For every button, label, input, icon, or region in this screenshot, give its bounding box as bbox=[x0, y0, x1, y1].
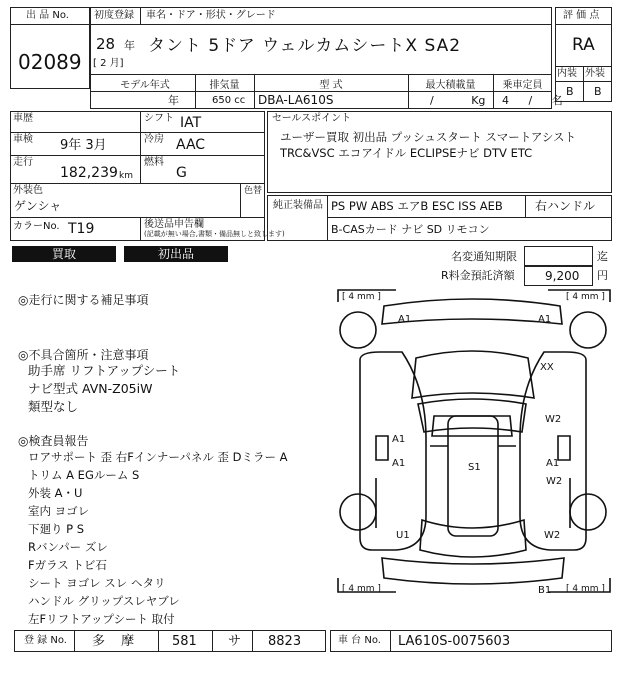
mileage-value: 182,239 bbox=[60, 165, 118, 181]
color-change-label: 色替 bbox=[244, 186, 263, 196]
registration-month: [ 2 月] bbox=[93, 58, 124, 69]
color-number-label: カラーNo. bbox=[13, 221, 60, 232]
lot-number-label: 出 品 No. bbox=[26, 10, 69, 21]
model-year-label: モデル年式 bbox=[120, 80, 170, 91]
equipment-label: 純正装備品 bbox=[273, 200, 323, 211]
displacement-label: 排気量 bbox=[209, 80, 240, 91]
shift-value: IAT bbox=[180, 115, 202, 131]
sales-point-line-1: ユーザー買取 初出品 プッシュスタート スマートアシスト bbox=[280, 130, 577, 144]
interior-grade: B bbox=[566, 85, 574, 98]
registration-year-unit: 年 bbox=[124, 39, 135, 52]
damage-mark-roof: S1 bbox=[468, 462, 481, 473]
defect-note-2: ナビ型式 AVN-Z05iW bbox=[28, 381, 153, 396]
tire-tread-rear-right: [ 4 mm ] bbox=[566, 584, 605, 594]
driving-notes-title: ◎走行に関する補足事項 bbox=[18, 293, 149, 307]
max-load-label: 最大積載量 bbox=[425, 80, 476, 91]
max-load-value: / Kg bbox=[430, 94, 486, 107]
damage-mark-right-door: A1 bbox=[546, 458, 560, 469]
fuel-value: G bbox=[176, 165, 187, 181]
defect-note-1: 助手席 リフトアップシート bbox=[28, 363, 181, 378]
after-documents-label: 後送品申告欄 bbox=[144, 219, 204, 230]
equipment-line-2: B-CASカード ナビ SD リモコン bbox=[331, 223, 490, 236]
chassis-number: LA610S-0075603 bbox=[398, 634, 511, 649]
inspector-note-3: 外装 A・U bbox=[28, 486, 83, 500]
sales-point-line-2: TRC&VSC エコアイドル ECLIPSEナビ DTV ETC bbox=[280, 146, 533, 160]
inspector-note-2: トリム A EGルーム S bbox=[28, 468, 140, 482]
chassis-number-label: 車 台 No. bbox=[338, 635, 381, 646]
inspector-note-6: Rバンパー ズレ bbox=[28, 540, 108, 554]
registration-area: 多 摩 bbox=[92, 634, 141, 649]
fuel-label: 燃料 bbox=[144, 157, 164, 168]
car-damage-diagram bbox=[336, 288, 612, 628]
inspection-label: 車検 bbox=[13, 134, 33, 145]
inspector-note-1: ロアサポート 歪 右Fインナーパネル 歪 Dミラー A bbox=[28, 450, 288, 464]
recycle-fee-value: 9,200 bbox=[545, 269, 580, 283]
damage-mark-front-bumper-left: A1 bbox=[398, 314, 412, 325]
ac-label: 冷房 bbox=[144, 134, 164, 145]
damage-mark-rear-bumper: B1 bbox=[538, 585, 552, 596]
tire-tread-front-right: [ 4 mm ] bbox=[566, 292, 605, 302]
car-name: タント 5ドア ウェルカムシートX SA2 bbox=[148, 36, 462, 56]
overall-rating: RA bbox=[572, 35, 595, 55]
name-change-deadline-unit: 迄 bbox=[597, 250, 608, 263]
history-label: 車歴 bbox=[13, 113, 33, 124]
equipment-line-1: PS PW ABS エアB ESC ISS AEB bbox=[331, 199, 503, 213]
inspector-note-4: 室内 ヨゴレ bbox=[28, 504, 90, 518]
model-year-unit: 年 bbox=[168, 94, 179, 107]
type-label: 型 式 bbox=[319, 80, 343, 91]
name-change-deadline-label: 名変通知期限 bbox=[451, 250, 517, 263]
damage-mark-right-rear-glass: W2 bbox=[544, 530, 561, 541]
inspection-value: 9年 3月 bbox=[60, 138, 107, 153]
color-number-value: T19 bbox=[68, 221, 95, 237]
interior-label: 内装 bbox=[557, 68, 577, 79]
buy-badge: 買取 bbox=[12, 246, 116, 262]
damage-mark-right-front-glass: W2 bbox=[545, 414, 562, 425]
exterior-grade: B bbox=[594, 85, 602, 98]
lot-number: 02089 bbox=[18, 50, 82, 74]
car-name-label: 車名・ドア・形状・グレード bbox=[146, 10, 276, 21]
rating-label: 評 価 点 bbox=[563, 10, 600, 21]
inspector-report-title: ◎検査員報告 bbox=[18, 434, 89, 448]
inspector-note-10: 左Fリフトアップシート 取付 bbox=[28, 612, 175, 626]
damage-mark-front-bumper-right: A1 bbox=[538, 314, 552, 325]
steering-side: 右ハンドル bbox=[535, 199, 596, 213]
inspector-note-8: シート ヨゴレ スレ ヘタリ bbox=[28, 576, 166, 590]
inspector-note-9: ハンドル グリップスレヤブレ bbox=[28, 594, 180, 608]
name-change-deadline-box bbox=[524, 246, 593, 266]
mileage-label: 走行 bbox=[13, 157, 33, 168]
defect-notes-title: ◎不具合箇所・注意事項 bbox=[18, 348, 149, 362]
inspector-note-5: 下廻り P S bbox=[28, 522, 85, 536]
exterior-color-label: 外装色 bbox=[13, 185, 43, 196]
registration-plate-number: 8823 bbox=[268, 634, 302, 649]
recycle-fee-label: R料金預託済額 bbox=[441, 269, 515, 282]
shift-label: シフト bbox=[144, 113, 174, 124]
exterior-color-value: ゲンシャ bbox=[14, 199, 62, 213]
exterior-label: 外装 bbox=[585, 68, 605, 79]
capacity-label: 乗車定員 bbox=[502, 80, 543, 91]
registration-year: 28 bbox=[96, 35, 116, 53]
registration-class: 581 bbox=[172, 634, 197, 649]
damage-mark-right-door-glass: W2 bbox=[546, 476, 563, 487]
registration-number-label: 登 録 No. bbox=[24, 635, 67, 646]
capacity-value: 4 / 名 bbox=[502, 94, 563, 107]
inspector-note-7: Fガラス トビ石 bbox=[28, 558, 107, 572]
defect-note-3: 類型なし bbox=[28, 399, 79, 414]
type-value: DBA-LA610S bbox=[258, 93, 334, 107]
ac-value: AAC bbox=[176, 137, 206, 153]
damage-mark-left-door-front: A1 bbox=[392, 434, 406, 445]
mileage-unit: km bbox=[119, 171, 133, 181]
damage-mark-right-fender: XX bbox=[540, 362, 554, 373]
first-registration-label: 初度登録 bbox=[94, 10, 134, 21]
recycle-fee-unit: 円 bbox=[597, 269, 608, 282]
tire-tread-rear-left: [ 4 mm ] bbox=[342, 584, 381, 594]
sales-point-label: セールスポイント bbox=[272, 113, 352, 124]
after-documents-note: (記載が無い場合,書類・備品無しと致します) bbox=[144, 230, 285, 238]
tire-tread-front-left: [ 4 mm ] bbox=[342, 292, 381, 302]
first-listing-badge: 初出品 bbox=[124, 246, 228, 262]
damage-mark-left-door-rear: A1 bbox=[392, 458, 406, 469]
displacement-value: 650 cc bbox=[212, 95, 246, 106]
registration-kana: サ bbox=[228, 634, 242, 649]
damage-mark-left-rear: U1 bbox=[396, 530, 410, 541]
